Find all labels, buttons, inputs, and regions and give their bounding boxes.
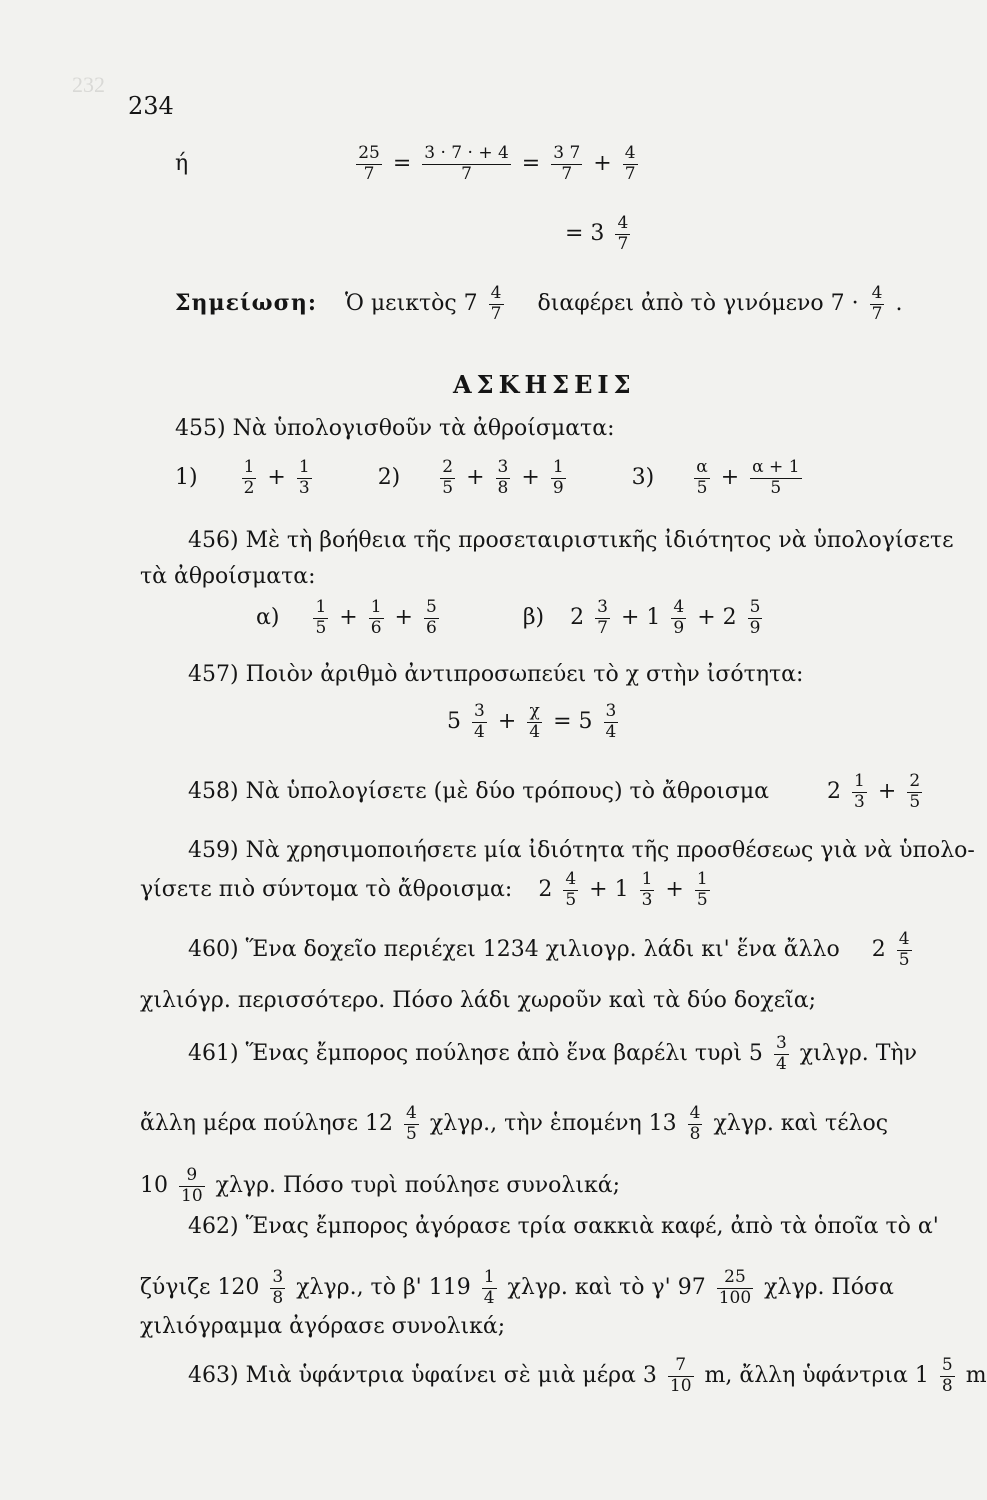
plus-sign: + bbox=[877, 779, 897, 805]
fraction: $\frac{7}{10}$ bbox=[669, 1355, 692, 1396]
fraction: $\frac{1}{4}$ bbox=[483, 1267, 495, 1308]
bleed-through-text: 232 bbox=[72, 72, 105, 97]
plus-sign: + bbox=[593, 151, 612, 177]
mixed-number: = 3 bbox=[565, 221, 605, 247]
exercise-text: χλγρ. Πόσο τυρὶ πούλησε συνολικά; bbox=[215, 1173, 620, 1199]
fraction: $\frac{4}{5}$ bbox=[565, 869, 577, 910]
exercise-456-cont: τὰ ἀθροίσματα: bbox=[140, 564, 316, 589]
plus-sign: + bbox=[267, 465, 286, 491]
item-label: α) bbox=[256, 605, 280, 631]
note-text: Ὁ μεικτὸς 7 bbox=[344, 291, 478, 317]
note-text: διαφέρει ἀπὸ τὸ γινόμενο 7 · bbox=[537, 291, 859, 317]
exercise-462-line2 bbox=[140, 1268, 894, 1308]
exercise-457: 457) Ποιὸν ἀριθμὸ ἀντιπροσωπεύει τὸ χ στὴν ἰσότητα: bbox=[188, 662, 804, 687]
exercise-text: 460) Ἕνα δοχεῖο περιέχει 1234 χιλιογρ. λάδι κι' ἕνα ἄλλο bbox=[188, 937, 840, 963]
fraction: $\frac{3 \cdot 7 \cdot + 4}{7}$ bbox=[424, 143, 509, 184]
exercise-text: χλγρ. καὶ τὸ γ' 97 bbox=[507, 1275, 706, 1301]
fraction: $\frac{4}{7}$ bbox=[490, 283, 502, 324]
plus-sign: + bbox=[720, 465, 740, 491]
note-line bbox=[175, 284, 902, 324]
exercise-458 bbox=[188, 772, 926, 812]
exercise-462-line3: χιλιόγραμμα ἀγόρασε συνολικά; bbox=[140, 1314, 506, 1339]
eta-symbol: ή bbox=[175, 151, 189, 177]
equals-sign: = 5 bbox=[553, 709, 593, 735]
plus-sign: + 1 bbox=[589, 877, 629, 903]
exercise-text: ἄλλη μέρα πούλησε 12 bbox=[140, 1111, 393, 1137]
fraction: $\frac{1}{2}$ bbox=[243, 457, 255, 498]
item-label: 1) bbox=[175, 465, 198, 491]
page-number: 234 bbox=[128, 92, 174, 120]
exercise-461 bbox=[188, 1034, 917, 1074]
exercise-455: 455) Νὰ ὑπολογισθοῦν τὰ ἀθροίσματα: bbox=[175, 416, 615, 441]
fraction: $\frac{3}{7}$ bbox=[597, 597, 608, 638]
item-label: 2) bbox=[377, 465, 401, 491]
exercise-462: 462) Ἕνας ἔμπορος ἀγόρασε τρία σακκιὰ καφέ, ἀπὸ τὰ ὁποῖα τὸ α' bbox=[188, 1214, 939, 1239]
fraction: $\frac{1}{3}$ bbox=[854, 771, 865, 812]
whole-number: 2 bbox=[871, 937, 886, 963]
whole-number: 5 bbox=[447, 709, 461, 735]
equation-line-1 bbox=[175, 144, 642, 184]
fraction: $\frac{\alpha + 1}{5}$ bbox=[752, 457, 800, 498]
section-heading: ΑΣΚΗΣΕΙΣ bbox=[453, 370, 636, 399]
exercise-459-cont bbox=[140, 870, 714, 910]
fraction: $\frac{4}{7}$ bbox=[624, 143, 636, 184]
plus-sign: + bbox=[339, 605, 358, 631]
exercise-text: 461) Ἕνας ἔμπορος πούλησε ἀπὸ ἕνα βαρέλι τυρὶ 5 bbox=[188, 1041, 763, 1067]
fraction: $\frac{1}{5}$ bbox=[315, 597, 327, 638]
equals-sign: = bbox=[392, 151, 412, 177]
plus-sign: + 2 bbox=[697, 605, 737, 631]
equation-line-2 bbox=[565, 214, 634, 254]
exercise-text: χλγρ., τὸ β' 119 bbox=[296, 1275, 471, 1301]
fraction: $\frac{4}{7}$ bbox=[617, 213, 629, 254]
exercise-text: 463) Μιὰ ὑφάντρια ὑφαίνει σὲ μιὰ μέρα 3 bbox=[188, 1363, 657, 1389]
exercise-456: 456) Μὲ τὴ βοήθεια τῆς προσεταιριστικῆς ἰδιότητος νὰ ὑπολογίσετε bbox=[188, 528, 954, 553]
fraction: $\frac{3}{4}$ bbox=[775, 1033, 787, 1074]
exercise-text: χιλγρ. Τὴν bbox=[799, 1041, 917, 1067]
exercise-text: χλγρ. Πόσα bbox=[764, 1275, 894, 1301]
fraction: $\frac{5}{9}$ bbox=[749, 597, 761, 638]
exercise-455-items bbox=[175, 458, 806, 498]
fraction: $\frac{9}{10}$ bbox=[181, 1165, 203, 1206]
fraction: $\frac{4}{5}$ bbox=[406, 1103, 417, 1144]
whole-number: 2 bbox=[570, 605, 585, 631]
fraction: $\frac{3 7}{7}$ bbox=[553, 143, 581, 184]
exercise-463 bbox=[188, 1356, 987, 1396]
fraction: $\frac{3}{8}$ bbox=[272, 1267, 284, 1308]
fraction: $\frac{1}{3}$ bbox=[641, 869, 653, 910]
exercise-461-line2 bbox=[140, 1104, 888, 1144]
exercise-text: γίσετε πιὸ σύντομα τὸ ἄθροισμα: bbox=[140, 877, 513, 903]
exercise-459: 459) Νὰ χρησιμοποιήσετε μία ἰδιότητα τῆς προσθέσεως γιὰ νὰ ὑπολο- bbox=[188, 838, 975, 863]
fraction: $\frac{5}{8}$ bbox=[941, 1355, 953, 1396]
exercise-457-equation bbox=[447, 702, 622, 742]
exercise-456-items bbox=[256, 598, 766, 638]
whole-number: 2 bbox=[538, 877, 553, 903]
equals-sign: = bbox=[521, 151, 541, 177]
fraction: $\frac{3}{4}$ bbox=[605, 701, 617, 742]
fraction: $\frac{1}{5}$ bbox=[696, 869, 708, 910]
fraction: $\frac{2}{5}$ bbox=[909, 771, 921, 812]
fraction: $\frac{1}{9}$ bbox=[552, 457, 564, 498]
exercise-text: ζύγιζε 120 bbox=[140, 1275, 260, 1301]
exercise-461-line3 bbox=[140, 1166, 620, 1206]
fraction: $\frac{\alpha}{5}$ bbox=[696, 457, 708, 498]
fraction: $\frac{3}{8}$ bbox=[497, 457, 509, 498]
fraction: $\frac{1}{6}$ bbox=[370, 597, 382, 638]
exercise-text: χλγρ. καὶ τέλος bbox=[713, 1111, 889, 1137]
plus-sign: + bbox=[497, 709, 517, 735]
exercise-text: 458) Νὰ ὑπολογίσετε (μὲ δύο τρόπους) τὸ ἄθροισμα bbox=[188, 779, 770, 805]
exercise-text: m bbox=[965, 1363, 987, 1389]
plus-sign: + bbox=[466, 465, 485, 491]
whole-number: 10 bbox=[140, 1173, 168, 1199]
item-label: β) bbox=[522, 605, 545, 631]
fraction: $\frac{4}{5}$ bbox=[898, 929, 910, 970]
fraction: $\frac{4}{7}$ bbox=[871, 283, 883, 324]
fraction: $\frac{25}{100}$ bbox=[718, 1267, 752, 1308]
fraction: $\frac{\chi}{4}$ bbox=[529, 701, 541, 742]
exercise-460-cont: χιλιόγρ. περισσότερο. Πόσο λάδι χωροῦν καὶ τὰ δύο δοχεῖα; bbox=[140, 988, 817, 1013]
fraction: $\frac{25}{7}$ bbox=[358, 143, 380, 184]
item-label: 3) bbox=[631, 465, 655, 491]
exercise-460 bbox=[188, 930, 916, 970]
fraction: $\frac{3}{4}$ bbox=[474, 701, 485, 742]
plus-sign: + bbox=[665, 877, 684, 903]
fraction: $\frac{4}{8}$ bbox=[689, 1103, 701, 1144]
exercise-text: m, ἄλλη ὑφάντρια 1 bbox=[704, 1363, 929, 1389]
plus-sign: + bbox=[394, 605, 413, 631]
whole-number: 2 bbox=[827, 779, 842, 805]
fraction: $\frac{5}{6}$ bbox=[425, 597, 437, 638]
fraction: $\frac{2}{5}$ bbox=[442, 457, 454, 498]
plus-sign: + 1 bbox=[620, 605, 661, 631]
fraction: $\frac{4}{9}$ bbox=[673, 597, 685, 638]
exercise-text: χλγρ., τὴν ἑπομένη 13 bbox=[429, 1111, 677, 1137]
note-label: Σημείωση: bbox=[175, 290, 317, 317]
plus-sign: + bbox=[521, 465, 540, 491]
fraction: $\frac{1}{3}$ bbox=[298, 457, 310, 498]
period: . bbox=[895, 291, 903, 317]
